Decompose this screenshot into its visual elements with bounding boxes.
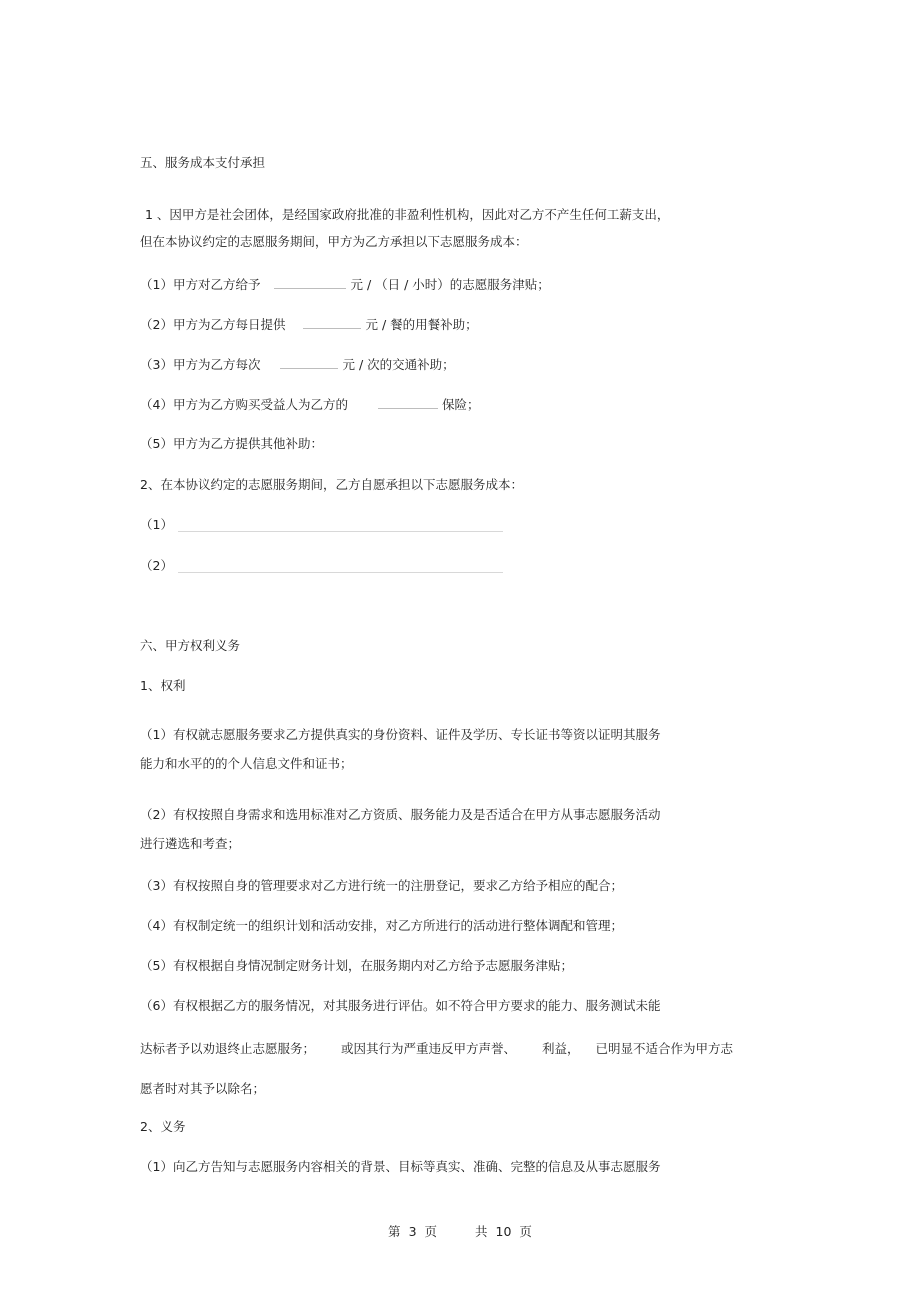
footer-total-unit: 页 [519, 1224, 532, 1239]
r3: （3）有权按照自身的管理要求对乙方进行统一的注册登记，要求乙方给予相应的配合； [140, 878, 623, 893]
r6-line2-c: 利益， [542, 1041, 580, 1056]
s5-item2-1: （1） [140, 517, 173, 532]
s5-sub3 [140, 356, 455, 373]
s5-sub2-suffix: 元 / 餐的用餐补助； [365, 317, 478, 332]
r6-line1: （6）有权根据乙方的服务情况，对其服务进行评估。如不符合甲方要求的能力、服务测试未能 [140, 998, 661, 1013]
r1-line2: 能力和水平的的个人信息文件和证书； [140, 756, 353, 771]
rights-title: 1、权利 [140, 678, 186, 693]
footer-total-label: 共 [475, 1224, 488, 1239]
footer-page-unit: 页 [424, 1224, 438, 1239]
s5-sub2 [140, 316, 478, 333]
cost-line-1[interactable] [178, 531, 503, 532]
s5-item1-line2: 但在本协议约定的志愿服务期间，甲方为乙方承担以下志愿服务成本： [140, 234, 528, 249]
r2-line1: （2）有权按照自身需求和选用标准对乙方资质、服务能力及是否适合在甲方从事志愿服务活动 [140, 807, 661, 822]
section-5-heading: 五、服务成本支付承担 [140, 155, 266, 170]
s5-sub1-suffix: 元 / （日 / 小时）的志愿服务津贴； [350, 277, 550, 292]
r4: （4）有权制定统一的组织计划和活动安排，对乙方所进行的活动进行整体调配和管理； [140, 918, 623, 933]
s5-sub5: （5）甲方为乙方提供其他补助： [140, 436, 323, 451]
cost-line-2[interactable] [178, 572, 503, 573]
allowance-blank[interactable] [274, 276, 346, 289]
section-6-heading: 六、甲方权利义务 [140, 638, 241, 653]
s5-sub2-prefix: （2）甲方为乙方每日提供 [140, 317, 286, 332]
insurance-blank[interactable] [378, 396, 438, 409]
s5-sub4-prefix: （4）甲方为乙方购买受益人为乙方的 [140, 397, 348, 412]
s5-sub4-suffix: 保险； [441, 397, 480, 412]
footer-page-number: 3 [408, 1224, 417, 1239]
r6-line2-b: 或因其行为严重违反甲方声誉、 [341, 1041, 517, 1056]
r6-line2 [140, 1041, 733, 1057]
r5: （5）有权根据自身情况制定财务计划，在服务期内对乙方给予志愿服务津贴； [140, 958, 573, 973]
meal-blank[interactable] [303, 316, 361, 329]
footer-page-label: 第 [388, 1224, 401, 1239]
s5-item1-line1: 1 、因甲方是社会团体，是经国家政府批准的非盈利性机构，因此对乙方不产生任何工薪支出， [145, 207, 670, 222]
r6-line2-a: 达标者予以劝退终止志愿服务； [140, 1041, 316, 1056]
r6-line2-d: 已明显不适合作为甲方志 [595, 1041, 734, 1056]
s5-item2-2: （2） [140, 558, 173, 573]
r2-line2: 进行遴选和考查； [140, 836, 241, 851]
s5-sub3-prefix: （3）甲方为乙方每次 [140, 357, 261, 372]
page-footer [0, 1222, 920, 1240]
footer-total-pages: 10 [495, 1224, 512, 1239]
s5-sub4 [140, 396, 479, 413]
r1-line1: （1）有权就志愿服务要求乙方提供真实的身份资料、证件及学历、专长证书等资以证明其服务 [140, 727, 661, 742]
duties-title: 2、义务 [140, 1119, 186, 1134]
s5-item2: 2、在本协议约定的志愿服务期间，乙方自愿承担以下志愿服务成本： [140, 477, 523, 492]
s5-sub3-suffix: 元 / 次的交通补助； [342, 357, 455, 372]
transport-blank[interactable] [280, 356, 338, 369]
d1-line1: （1）向乙方告知与志愿服务内容相关的背景、目标等真实、准确、完整的信息及从事志愿服务 [140, 1159, 661, 1174]
s5-sub1 [140, 276, 550, 293]
s5-sub1-prefix: （1）甲方对乙方给予 [140, 277, 261, 292]
r6-line3: 愿者时对其予以除名； [140, 1081, 266, 1096]
